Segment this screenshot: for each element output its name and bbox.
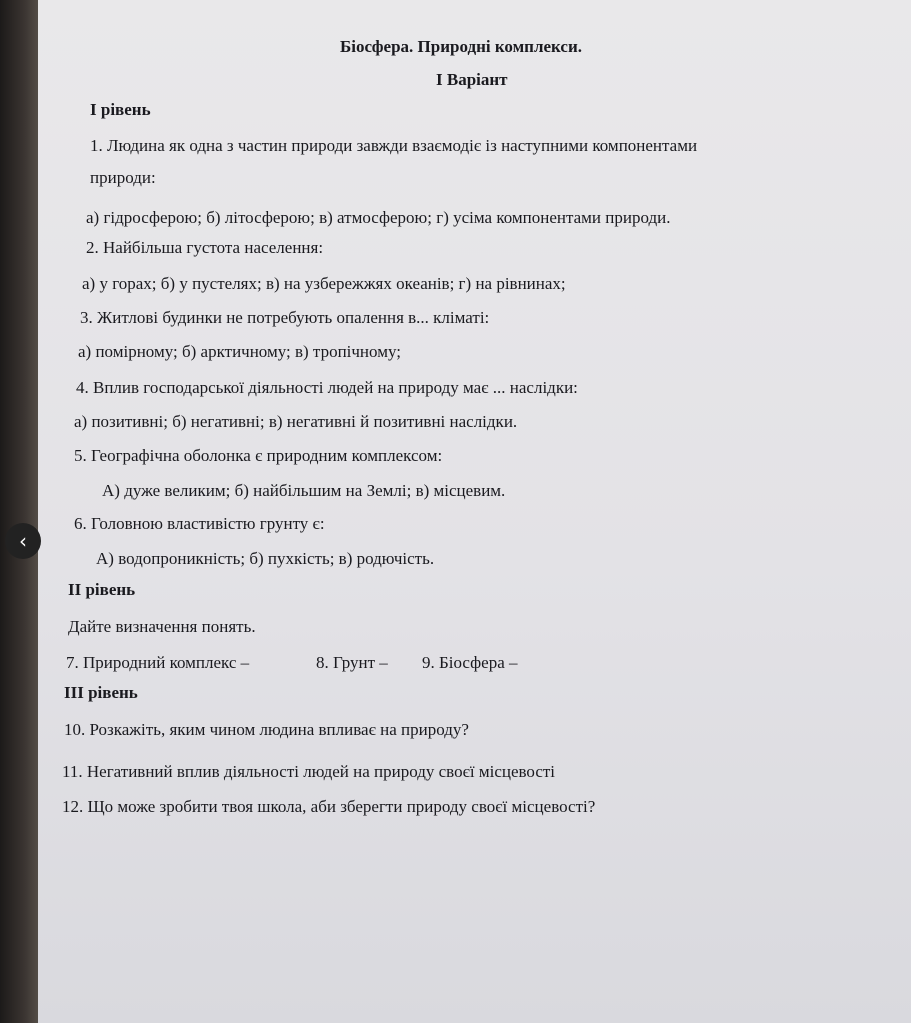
document-title: Біосфера. Природні комплекси. (340, 37, 583, 56)
question-1-answers: а) гідросферою; б) літосферою; в) атмосферою; г) усіма компонентами природи. (86, 208, 671, 227)
question-6-answers: А) водопроникність; б) пухкість; в) родючість. (96, 549, 435, 568)
level2-instruction: Дайте визначення понять. (68, 617, 256, 636)
question-8: 8. Грунт – (316, 653, 388, 672)
question-9: 9. Біосфера – (422, 653, 518, 672)
question-10: 10. Розкажіть, яким чином людина впливає на природу? (64, 720, 469, 739)
chevron-left-icon: ‹ (19, 529, 27, 553)
variant-heading: І Варіант (436, 70, 508, 89)
question-7: 7. Природний комплекс – (66, 653, 250, 672)
question-1-line1: 1. Людина як одна з частин природи завжди взаємодіє із наступними компонентами (90, 136, 698, 155)
question-3-answers: а) помірному; б) арктичному; в) тропічному; (78, 342, 401, 361)
question-12: 12. Що може зробити твоя школа, аби зберегти природу своєї місцевості? (62, 797, 596, 816)
device-bezel (0, 0, 40, 1023)
question-5: 5. Географічна оболонка є природним комплексом: (74, 446, 443, 465)
level2-heading: ІІ рівень (68, 580, 136, 599)
level3-heading: ІІІ рівень (64, 683, 138, 702)
question-5-answers: А) дуже великим; б) найбільшим на Землі; в) місцевим. (102, 481, 506, 500)
question-2-answers: а) у горах; б) у пустелях; в) на узбережжях океанів; г) на рівнинах; (82, 274, 566, 293)
question-3: 3. Житлові будинки не потребують опалення в... кліматі: (80, 308, 490, 327)
question-4-answers: а) позитивні; б) негативні; в) негативні й позитивні наслідки. (74, 412, 518, 431)
question-1-line2: природи: (90, 168, 156, 187)
question-11: 11. Негативний вплив діяльності людей на природу своєї місцевості (62, 762, 556, 781)
document-page (38, 0, 911, 1023)
question-6: 6. Головною властивістю грунту є: (74, 514, 325, 533)
question-4: 4. Вплив господарської діяльності людей на природу має ... наслідки: (76, 378, 578, 397)
question-2: 2. Найбільша густота населення: (86, 238, 324, 257)
level1-heading: І рівень (90, 100, 151, 119)
back-button[interactable] (5, 523, 41, 559)
